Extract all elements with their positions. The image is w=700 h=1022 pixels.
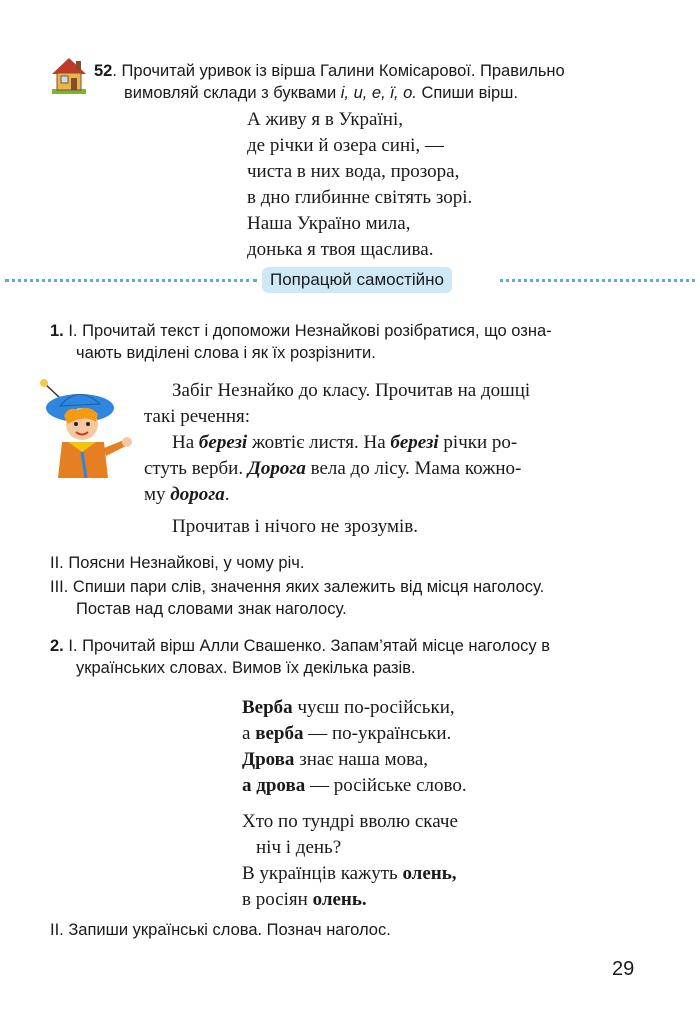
task-2-part-ii: ІІ. Запиши українські слова. Познач наголос. bbox=[50, 921, 391, 939]
poem-line: в дно глибинне світять зорі. bbox=[247, 187, 473, 208]
section-title: Попрацюй самостійно bbox=[262, 267, 452, 293]
poem-line: А живу я в Україні, bbox=[247, 109, 403, 130]
task-1-instruction: 1. І. Прочитай текст і допоможи Незнайкові розібратися, що озна- чають виділені слова і як їх розрізнити. bbox=[50, 322, 552, 362]
highlighted-word: березі bbox=[198, 432, 248, 453]
exercise-52-instruction: 52. Прочитай уривок із вірша Галини Комісарової. Правильно вимовляй склади з буквами і, и, е, ї, о. Спиши вірш. bbox=[94, 62, 565, 102]
stressed-word: а дрова bbox=[242, 775, 306, 796]
divider-right bbox=[500, 279, 695, 282]
page-number: 29 bbox=[612, 958, 635, 980]
poem-line: де річки й озера сині, — bbox=[247, 135, 444, 156]
story-text: Забіг Незнайко до класу. Прочитав на дошці такі речення: На березі жовтіє листя. На березі річки ро- стуть верби. Дорога вела до лісу. Мама кожно- му дорога. Прочитав і нічого не зрозумів. bbox=[144, 380, 531, 537]
stress-poem: Верба чуєш по-російськи, а верба — по-українськи. Дрова знає наша мова, а дрова — російське слово. Хто по тундрі вволю скаче ніч і день? В українців кажуть олень, в росіян олень. bbox=[242, 697, 467, 910]
stressed-word: Дрова bbox=[242, 749, 295, 770]
stressed-word: олень, bbox=[402, 863, 457, 884]
poem-line: донька я твоя щаслива. bbox=[247, 239, 434, 260]
exercise-number: 52 bbox=[94, 62, 113, 80]
task-1-part-iii: ІІІ. Спиши пари слів, значення яких залежить від місця наголосу. Постав над словами знак наголосу. bbox=[50, 578, 545, 618]
poem-line: Наша Україно мила, bbox=[247, 213, 411, 234]
divider-left bbox=[5, 279, 257, 282]
poem-line: чиста в них вода, прозора, bbox=[247, 161, 460, 182]
neznaiko-illustration bbox=[38, 378, 138, 483]
task-2-instruction: 2. І. Прочитай вірш Алли Свашенко. Запам’ятай місце наголосу в українських словах. Вимов їх декілька разів. bbox=[50, 637, 550, 677]
stressed-word: верба bbox=[255, 723, 304, 744]
task-1-part-ii: ІІ. Поясни Незнайкові, у чому річ. bbox=[50, 554, 305, 572]
poem-excerpt bbox=[247, 107, 472, 263]
highlighted-word: Дорога bbox=[247, 458, 306, 479]
home-icon bbox=[50, 55, 88, 95]
stressed-word: олень. bbox=[312, 889, 367, 910]
highlighted-word: дорога bbox=[170, 484, 225, 505]
highlighted-word: березі bbox=[390, 432, 439, 453]
stressed-word: Верба bbox=[242, 697, 293, 718]
